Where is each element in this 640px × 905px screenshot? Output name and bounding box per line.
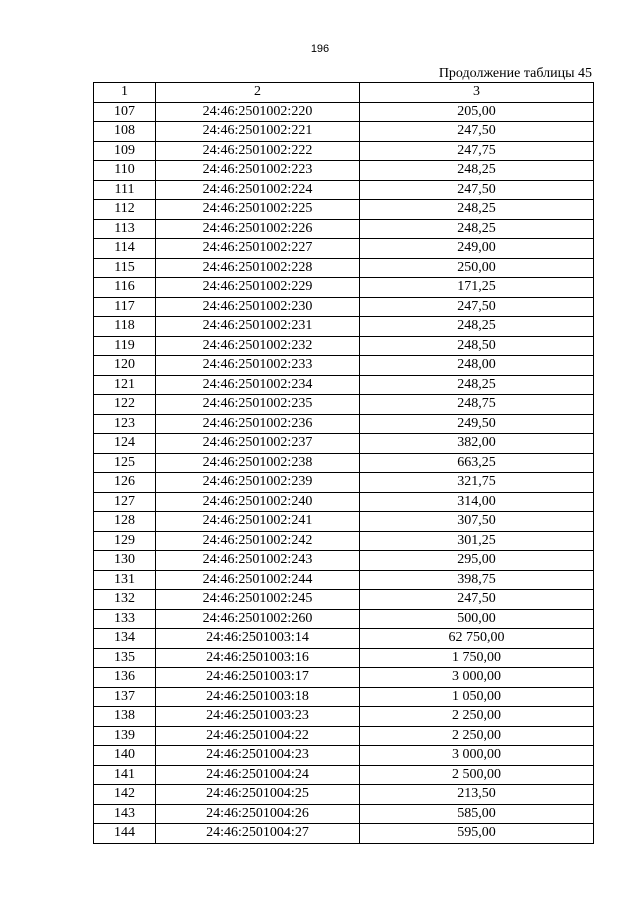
table-row (94, 551, 594, 571)
table-row (94, 824, 594, 844)
value-cell: 62 750,00 (360, 629, 594, 649)
cadastral-number-cell: 24:46:2501002:239 (156, 473, 360, 493)
row-number-cell: 125 (94, 453, 156, 473)
row-number-cell: 133 (94, 609, 156, 629)
row-number-cell: 130 (94, 551, 156, 571)
table-row (94, 785, 594, 805)
value-cell: 248,25 (360, 375, 594, 395)
value-cell: 248,75 (360, 395, 594, 415)
row-number-cell: 142 (94, 785, 156, 805)
row-number-cell: 122 (94, 395, 156, 415)
cadastral-number-cell: 24:46:2501002:220 (156, 102, 360, 122)
value-cell: 595,00 (360, 824, 594, 844)
column-header-2: 2 (156, 83, 360, 103)
table-body (94, 102, 594, 843)
table-row (94, 590, 594, 610)
row-number-cell: 126 (94, 473, 156, 493)
table-row (94, 200, 594, 220)
cadastral-number-cell: 24:46:2501002:224 (156, 180, 360, 200)
table-row (94, 726, 594, 746)
cadastral-number-cell: 24:46:2501002:227 (156, 239, 360, 259)
value-cell: 213,50 (360, 785, 594, 805)
cadastral-number-cell: 24:46:2501004:22 (156, 726, 360, 746)
row-number-cell: 141 (94, 765, 156, 785)
cadastral-number-cell: 24:46:2501004:23 (156, 746, 360, 766)
row-number-cell: 114 (94, 239, 156, 259)
table-row (94, 746, 594, 766)
row-number-cell: 120 (94, 356, 156, 376)
table-row (94, 707, 594, 727)
table-row (94, 122, 594, 142)
value-cell: 249,00 (360, 239, 594, 259)
table-row (94, 687, 594, 707)
value-cell: 248,25 (360, 161, 594, 181)
cadastral-number-cell: 24:46:2501004:24 (156, 765, 360, 785)
row-number-cell: 110 (94, 161, 156, 181)
table-row (94, 219, 594, 239)
row-number-cell: 144 (94, 824, 156, 844)
cadastral-number-cell: 24:46:2501002:260 (156, 609, 360, 629)
row-number-cell: 112 (94, 200, 156, 220)
cadastral-number-cell: 24:46:2501003:23 (156, 707, 360, 727)
value-cell: 3 000,00 (360, 746, 594, 766)
table-row (94, 258, 594, 278)
cadastral-number-cell: 24:46:2501002:223 (156, 161, 360, 181)
cadastral-number-cell: 24:46:2501002:228 (156, 258, 360, 278)
table-row (94, 668, 594, 688)
cadastral-number-cell: 24:46:2501002:238 (156, 453, 360, 473)
table-row (94, 336, 594, 356)
value-cell: 247,75 (360, 141, 594, 161)
row-number-cell: 108 (94, 122, 156, 142)
value-cell: 249,50 (360, 414, 594, 434)
table-row (94, 161, 594, 181)
cadastral-number-cell: 24:46:2501004:25 (156, 785, 360, 805)
value-cell: 247,50 (360, 122, 594, 142)
row-number-cell: 123 (94, 414, 156, 434)
row-number-cell: 111 (94, 180, 156, 200)
value-cell: 2 250,00 (360, 707, 594, 727)
cadastral-number-cell: 24:46:2501002:230 (156, 297, 360, 317)
row-number-cell: 129 (94, 531, 156, 551)
table-row (94, 356, 594, 376)
row-number-cell: 134 (94, 629, 156, 649)
value-cell: 248,25 (360, 317, 594, 337)
table-row (94, 375, 594, 395)
cadastral-number-cell: 24:46:2501002:236 (156, 414, 360, 434)
table-row (94, 102, 594, 122)
value-cell: 2 500,00 (360, 765, 594, 785)
cadastral-number-cell: 24:46:2501002:240 (156, 492, 360, 512)
row-number-cell: 117 (94, 297, 156, 317)
table-row (94, 395, 594, 415)
row-number-cell: 137 (94, 687, 156, 707)
table-row (94, 453, 594, 473)
row-number-cell: 138 (94, 707, 156, 727)
value-cell: 321,75 (360, 473, 594, 493)
cadastral-number-cell: 24:46:2501002:221 (156, 122, 360, 142)
table-row (94, 141, 594, 161)
cadastral-number-cell: 24:46:2501002:235 (156, 395, 360, 415)
cadastral-number-cell: 24:46:2501002:234 (156, 375, 360, 395)
cadastral-number-cell: 24:46:2501002:242 (156, 531, 360, 551)
table-row (94, 473, 594, 493)
table-row (94, 317, 594, 337)
cadastral-number-cell: 24:46:2501002:237 (156, 434, 360, 454)
cadastral-number-cell: 24:46:2501002:244 (156, 570, 360, 590)
table-row (94, 239, 594, 259)
row-number-cell: 109 (94, 141, 156, 161)
row-number-cell: 113 (94, 219, 156, 239)
table-row (94, 629, 594, 649)
row-number-cell: 139 (94, 726, 156, 746)
row-number-cell: 107 (94, 102, 156, 122)
value-cell: 250,00 (360, 258, 594, 278)
table-header-row (94, 83, 594, 103)
row-number-cell: 132 (94, 590, 156, 610)
row-number-cell: 119 (94, 336, 156, 356)
table-row (94, 512, 594, 532)
row-number-cell: 131 (94, 570, 156, 590)
value-cell: 307,50 (360, 512, 594, 532)
cadastral-number-cell: 24:46:2501002:245 (156, 590, 360, 610)
value-cell: 585,00 (360, 804, 594, 824)
value-cell: 248,25 (360, 200, 594, 220)
row-number-cell: 115 (94, 258, 156, 278)
row-number-cell: 118 (94, 317, 156, 337)
cadastral-number-cell: 24:46:2501002:241 (156, 512, 360, 532)
value-cell: 398,75 (360, 570, 594, 590)
value-cell: 295,00 (360, 551, 594, 571)
value-cell: 248,00 (360, 356, 594, 376)
value-cell: 205,00 (360, 102, 594, 122)
value-cell: 247,50 (360, 297, 594, 317)
column-header-3: 3 (360, 83, 594, 103)
column-header-1: 1 (94, 83, 156, 103)
table-row (94, 434, 594, 454)
cadastral-number-cell: 24:46:2501004:26 (156, 804, 360, 824)
cadastral-number-cell: 24:46:2501002:229 (156, 278, 360, 298)
cadastral-number-cell: 24:46:2501003:17 (156, 668, 360, 688)
cadastral-number-cell: 24:46:2501003:18 (156, 687, 360, 707)
table-row (94, 278, 594, 298)
value-cell: 247,50 (360, 590, 594, 610)
table-row (94, 492, 594, 512)
value-cell: 2 250,00 (360, 726, 594, 746)
cadastral-number-cell: 24:46:2501002:243 (156, 551, 360, 571)
page-number: 196 (310, 43, 330, 55)
row-number-cell: 128 (94, 512, 156, 532)
row-number-cell: 124 (94, 434, 156, 454)
cadastral-number-cell: 24:46:2501002:226 (156, 219, 360, 239)
row-number-cell: 143 (94, 804, 156, 824)
table-row (94, 609, 594, 629)
table-row (94, 648, 594, 668)
table-row (94, 180, 594, 200)
row-number-cell: 116 (94, 278, 156, 298)
table-row (94, 414, 594, 434)
row-number-cell: 136 (94, 668, 156, 688)
value-cell: 382,00 (360, 434, 594, 454)
cadastral-number-cell: 24:46:2501002:233 (156, 356, 360, 376)
value-cell: 247,50 (360, 180, 594, 200)
table-row (94, 765, 594, 785)
value-cell: 3 000,00 (360, 668, 594, 688)
row-number-cell: 135 (94, 648, 156, 668)
table-row (94, 804, 594, 824)
cadastral-number-cell: 24:46:2501002:232 (156, 336, 360, 356)
cadastral-number-cell: 24:46:2501003:14 (156, 629, 360, 649)
value-cell: 1 750,00 (360, 648, 594, 668)
row-number-cell: 121 (94, 375, 156, 395)
value-cell: 663,25 (360, 453, 594, 473)
data-table (93, 82, 594, 844)
table-caption: Продолжение таблицы 45 (438, 66, 592, 81)
value-cell: 301,25 (360, 531, 594, 551)
cadastral-number-cell: 24:46:2501002:225 (156, 200, 360, 220)
table-row (94, 531, 594, 551)
row-number-cell: 140 (94, 746, 156, 766)
value-cell: 1 050,00 (360, 687, 594, 707)
table-row (94, 570, 594, 590)
value-cell: 171,25 (360, 278, 594, 298)
value-cell: 500,00 (360, 609, 594, 629)
cadastral-number-cell: 24:46:2501002:222 (156, 141, 360, 161)
value-cell: 314,00 (360, 492, 594, 512)
value-cell: 248,50 (360, 336, 594, 356)
cadastral-number-cell: 24:46:2501003:16 (156, 648, 360, 668)
cadastral-number-cell: 24:46:2501002:231 (156, 317, 360, 337)
value-cell: 248,25 (360, 219, 594, 239)
cadastral-number-cell: 24:46:2501004:27 (156, 824, 360, 844)
row-number-cell: 127 (94, 492, 156, 512)
table-row (94, 297, 594, 317)
